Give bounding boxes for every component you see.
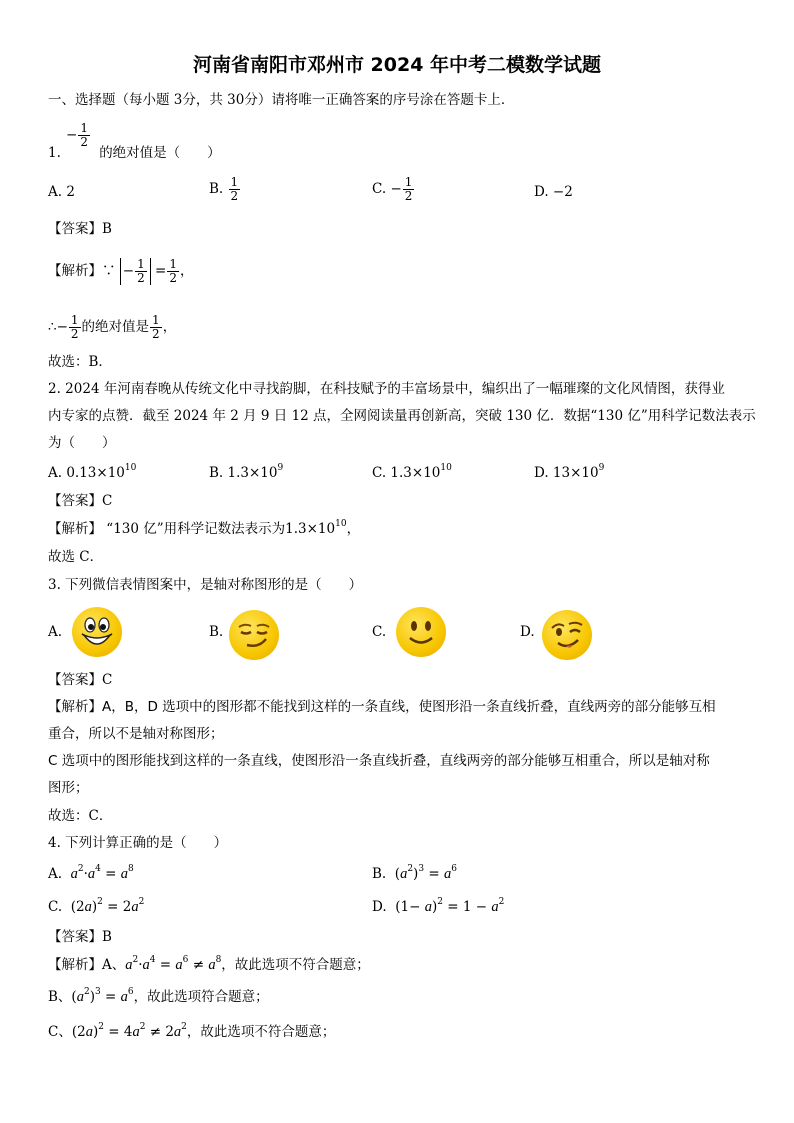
q1-analysis: 【解析】∵ − $\frac{1}{2}$ = $\frac{1}{2}$ ，	[48, 257, 194, 285]
q1-option-a: A. 2	[48, 184, 75, 200]
q2-stem-line2: 内专家的点赞．截至 2024 年 2 月 9 日 12 点，全网阅读量再创新高，突破 130 亿．数据“130 亿”用科学记数法表示	[48, 408, 756, 424]
q2-option-d: D. $13\times 10^9$	[534, 463, 605, 481]
q1-option-d: D. −2	[534, 184, 573, 200]
q3-analysis-line4: 图形；	[48, 780, 89, 796]
q1-answer: 【答案】B	[48, 221, 112, 237]
q2-answer: 【答案】C	[48, 493, 113, 509]
smirking-face-icon	[229, 610, 279, 660]
q1-conclusion: 故选：B．	[48, 354, 112, 370]
q3-option-c-label: C.	[372, 624, 387, 640]
q3-stem: 3. 下列微信表情图案中，是轴对称图形的是（ ）	[48, 577, 363, 593]
smiling-face-icon	[396, 607, 446, 657]
q4-answer: 【答案】B	[48, 929, 112, 945]
q4-option-c: C. $(2a)^2 = 2a^2$	[48, 897, 145, 915]
q3-conclusion: 故选：C．	[48, 808, 113, 824]
q2-option-c: C. $1.3\times 10^{10}$	[372, 463, 452, 481]
grinning-face-icon	[72, 607, 122, 657]
q3-analysis-line1: 【解析】A，B，D 选项中的图形都不能找到这样的一条直线，使图形沿一条直线折叠，直线两旁的部分能够互相	[48, 699, 716, 715]
q4-analysis-c: C、$(2a)^2 = 4a^2 \ne 2a^2$，故此选项不符合题意；	[48, 1022, 336, 1040]
page-title: 河南省南阳市邓州市 2024 年中考二模数学试题	[192, 54, 602, 76]
q4-option-d: D. $(1- a)^2 = 1 - a^2$	[372, 897, 505, 915]
q4-option-a: A. $a^2\cdot a^4 = a^8$	[48, 864, 134, 882]
q2-analysis: 【解析】 “130 亿”用科学记数法表示为$1.3\times 10^{10}$，	[48, 519, 361, 537]
q1-stem-text: 的绝对值是（ ）	[99, 145, 221, 161]
q2-stem-line3: 为（ ）	[48, 435, 116, 451]
q4-stem: 4. 下列计算正确的是（ ）	[48, 835, 228, 851]
section-heading: 一、选择题（每小题 3分，共 30分）请将唯一正确答案的序号涂在答题卡上．	[48, 92, 515, 108]
q1-stem	[48, 143, 221, 163]
q1-number: 1.	[48, 145, 61, 161]
winking-face-icon	[542, 610, 592, 660]
q4-option-b: B. $(a^2)^3 = a^6$	[372, 864, 457, 882]
q3-option-d-label: D.	[520, 624, 535, 640]
q3-option-b-label: B.	[209, 624, 224, 640]
q3-answer: 【答案】C	[48, 672, 113, 688]
q4-analysis-a: 【解析】A、$a^2\cdot a^4 = a^6 \ne a^8$，故此选项不符合题意；	[48, 955, 370, 973]
q4-analysis-b: B、$(a^2)^3 = a^6$，故此选项符合题意；	[48, 987, 269, 1005]
q1-fraction-neg-half: − $\frac{1}{2}$	[66, 121, 88, 149]
q1-option-c: C. − $\frac{1}{2}$	[372, 175, 413, 203]
q2-stem-line1: 2. 2024 年河南春晚从传统文化中寻找韵脚，在科技赋予的丰富场景中，编织出了一幅璀璨的文化风情图，获得业	[48, 381, 725, 397]
q2-option-b: B. $1.3\times 10^9$	[209, 463, 284, 481]
q2-conclusion: 故选 C．	[48, 549, 104, 565]
q3-analysis-line3: C 选项中的图形能找到这样的一条直线，使图形沿一条直线折叠，直线两旁的部分能够互相重合，所以是轴对称	[48, 753, 710, 769]
q3-analysis-line2: 重合，所以不是轴对称图形；	[48, 726, 224, 742]
q1-therefore: ∴− $\frac{1}{2}$ 的绝对值是 $\frac{1}{2}$ ，	[48, 313, 177, 341]
q1-option-b: B. $\frac{1}{2}$	[209, 175, 239, 203]
q3-option-a-label: A.	[48, 624, 63, 640]
q2-option-a: A. $0.13\times 10^{10}$	[48, 463, 137, 481]
